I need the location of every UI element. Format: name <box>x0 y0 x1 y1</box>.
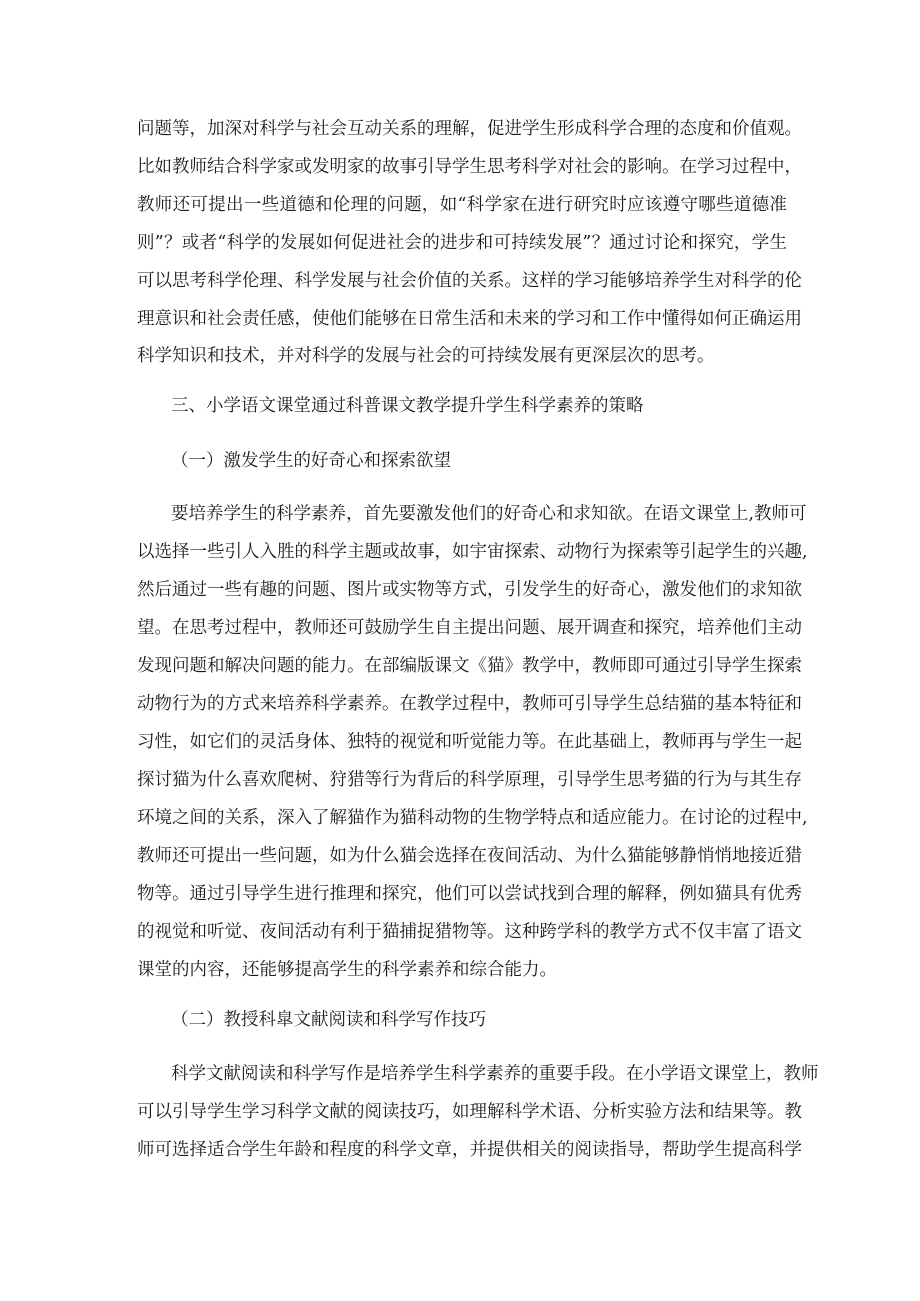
section-3-heading: 三、小学语文课堂通过科普课文教学提升学生科学素养的策略 <box>171 396 644 416</box>
paragraph-1-line: 理意识和社会责任感，使他们能够在日常生活和未来的学习和工作中懂得如何正确运用 <box>137 309 802 329</box>
paragraph-2-line: 望。在思考过程中，教师还可鼓励学生自主提出问题、展开调查和探究，培养他们主动 <box>137 618 802 638</box>
paragraph-3-line: 科学文献阅读和科学写作是培养学生科学素养的重要手段。在小学语文课堂上，教师 <box>171 1064 819 1084</box>
paragraph-1-line: 可以思考科学伦理、科学发展与社会价值的关系。这样的学习能够培养学生对科学的伦 <box>137 271 802 291</box>
paragraph-1-line: 则”？或者“科学的发展如何促进社会的进步和可持续发展”？通过讨论和探究，学生 <box>137 233 787 253</box>
subsection-2-heading: （二）教授科皐文献阅读和科学写作技巧 <box>171 1010 486 1030</box>
paragraph-2-line: 要培养学生的科学素养，首先要激发他们的好奇心和求知欲。在语文课堂上,教师可 <box>171 504 807 524</box>
paragraph-2-line: 发现问题和解决问题的能力。在部编版课文《猫》教学中，教师即可通过引导学生探索 <box>137 656 802 676</box>
paragraph-1-line: 问题等，加深对科学与社会互动关系的理解，促进学生形成科学合理的态度和价值观。 <box>137 119 802 139</box>
subsection-1-heading: （一）激发学生的好奇心和探索欲望 <box>171 451 451 471</box>
paragraph-2-line: 的视觉和听觉、夜间活动有利于猫捕捉猎物等。这种跨学科的教学方式不仅丰富了语文 <box>137 922 802 942</box>
paragraph-2-line: 以选择一些引人入胜的科学主题或故事，如宇宙探索、动物行为探索等引起学生的兴趣, <box>137 542 808 562</box>
paragraph-2-line: 教师还可提出一些问题，如为什么猫会选择在夜间活动、为什么猫能够静悄悄地接近猎 <box>137 846 802 866</box>
paragraph-2-line: 物等。通过引导学生进行推理和探究，他们可以尝试找到合理的解释，例如猫具有优秀 <box>137 884 802 904</box>
paragraph-2-line: 探讨猫为什么喜欢爬树、狩猎等行为背后的科学原理，引导学生思考猫的行为与其生存 <box>137 770 802 790</box>
paragraph-1-line: 教师还可提出一些道德和伦理的问题，如“科学家在进行研究时应该遵守哪些道德准 <box>137 195 787 215</box>
paragraph-3-line: 可以引导学生学习科学文献的阅读技巧，如理解科学术语、分析实验方法和结果等。教 <box>137 1102 802 1122</box>
paragraph-2-line: 然后通过一些有趣的问题、图片或实物等方式，引发学生的好奇心，激发他们的求知欲 <box>137 580 802 600</box>
paragraph-1-line: 科学知识和技术，并对科学的发展与社会的可持续发展有更深层次的思考。 <box>137 346 715 366</box>
paragraph-2-line: 课堂的内容，还能够提高学生的科学素养和综合能力。 <box>137 960 557 980</box>
paragraph-1-line: 比如教师结合科学家或发明家的故事引导学生思考科学对社会的影响。在学习过程中， <box>137 157 802 177</box>
paragraph-3-line: 师可选择适合学生年龄和程度的科学文章，并提供相关的阅读指导，帮助学生提高科学 <box>137 1140 802 1160</box>
paragraph-2-line: 动物行为的方式来培养科学素养。在教学过程中，教师可引导学生总结猫的基本特征和 <box>137 694 802 714</box>
paragraph-2-line: 环境之间的关系，深入了解猫作为猫科动物的生物学特点和适应能力。在讨论的过程中, <box>137 808 808 828</box>
paragraph-2-line: 习性，如它们的灵活身体、独特的视觉和听觉能力等。在此基础上，教师再与学生一起 <box>137 732 802 752</box>
